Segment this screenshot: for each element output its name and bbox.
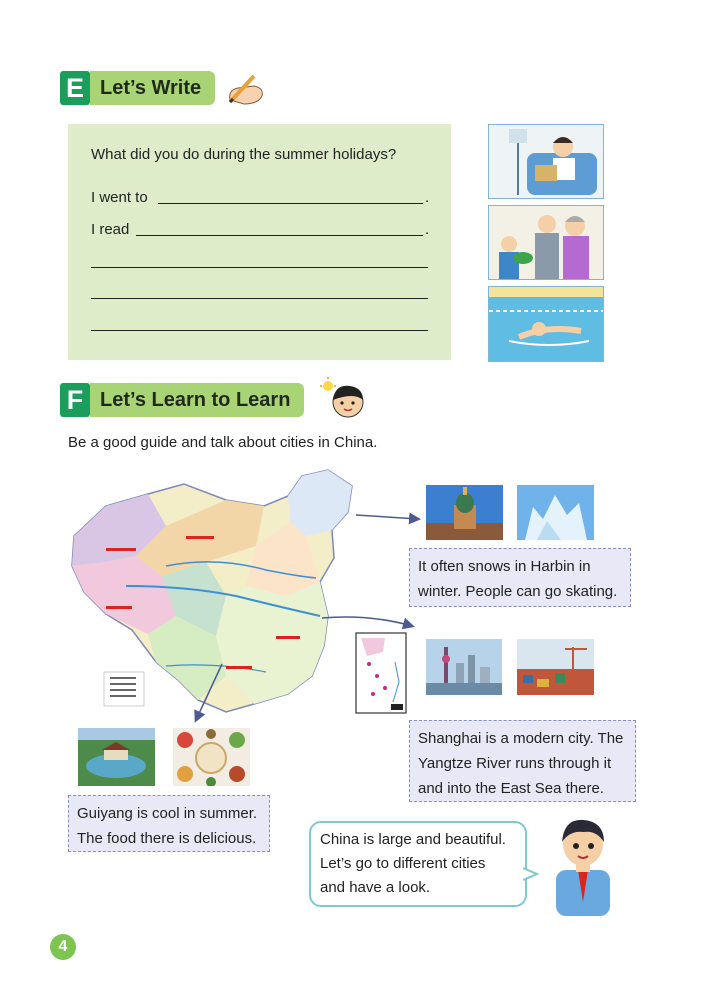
writing-question: What did you do during the summer holidays? — [91, 146, 397, 163]
section-f-intro: Be a good guide and talk about cities in China. — [68, 434, 378, 451]
guiyang-food-photo — [173, 728, 250, 786]
guiyang-caption — [68, 795, 270, 852]
harbin-church-photo — [426, 485, 503, 540]
shanghai-skyline-photo — [426, 639, 502, 695]
harbin-ice-sculpture-photo — [517, 485, 594, 540]
shanghai-port-photo — [517, 639, 594, 695]
section-f-letter: F — [60, 383, 90, 417]
speech-bubble — [309, 821, 527, 907]
speech-bubble-tail — [523, 866, 539, 882]
line2-period: . — [425, 221, 430, 238]
guiyang-caption-line2: The food there is delicious. — [77, 830, 257, 847]
harbin-caption-line2: winter. People can go skating. — [418, 583, 618, 600]
harbin-caption-line1: It often snows in Harbin in — [418, 558, 591, 575]
line2-prefix: I read — [91, 221, 130, 238]
shanghai-caption-line1: Shanghai is a modern city. The — [418, 730, 624, 747]
shanghai-caption-line3: and into the East Sea there. — [418, 780, 604, 797]
line1-prefix: I went to — [91, 189, 148, 206]
section-e-letter: E — [60, 71, 90, 105]
section-f-title: Let’s Learn to Learn — [90, 383, 304, 417]
speech-line3: and have a look. — [320, 879, 431, 896]
speech-line1: China is large and beautiful. — [320, 831, 506, 848]
shanghai-caption-line2: Yangtze River runs through it — [418, 755, 612, 772]
section-e-title: Let’s Write — [90, 71, 215, 105]
speech-line2: Let’s go to different cities — [320, 855, 486, 872]
shanghai-caption — [409, 720, 636, 802]
harbin-caption — [409, 548, 631, 607]
boy-guide-illustration — [548, 812, 618, 916]
guiyang-caption-line1: Guiyang is cool in summer. — [77, 805, 258, 822]
line1-period: . — [425, 189, 430, 206]
page-number: 4 — [50, 934, 76, 960]
guiyang-park-photo — [78, 728, 155, 786]
